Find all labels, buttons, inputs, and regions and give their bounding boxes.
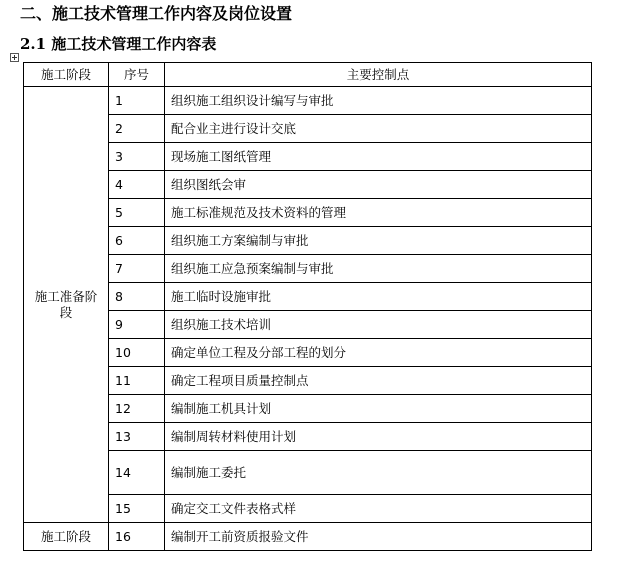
table-row: [24, 451, 592, 495]
row-number: 16: [109, 523, 165, 551]
row-control-point: 编制施工机具计划: [165, 395, 592, 423]
table-row: [24, 339, 592, 367]
row-control-point: 组织施工方案编制与审批: [165, 227, 592, 255]
row-number: 4: [109, 171, 165, 199]
row-number: 1: [109, 87, 165, 115]
table-row: [24, 171, 592, 199]
table-row: [24, 115, 592, 143]
row-control-point: 施工临时设施审批: [165, 283, 592, 311]
work-content-table: [23, 62, 592, 551]
row-control-point: 确定交工文件表格式样: [165, 495, 592, 523]
row-number: 5: [109, 199, 165, 227]
row-control-point: 施工标准规范及技术资料的管理: [165, 199, 592, 227]
row-control-point: 现场施工图纸管理: [165, 143, 592, 171]
row-control-point: 配合业主进行设计交底: [165, 115, 592, 143]
table-row: [24, 367, 592, 395]
row-control-point: 编制施工委托: [165, 451, 592, 495]
row-number: 7: [109, 255, 165, 283]
table-row: [24, 423, 592, 451]
table-row: [24, 227, 592, 255]
row-number: 13: [109, 423, 165, 451]
header-stage: 施工阶段: [24, 63, 109, 87]
row-control-point: 组织施工应急预案编制与审批: [165, 255, 592, 283]
table-row: [24, 143, 592, 171]
row-number: 2: [109, 115, 165, 143]
stage-cell-construction: 施工阶段: [24, 523, 109, 551]
row-number: 12: [109, 395, 165, 423]
header-control-point: 主要控制点: [165, 63, 592, 87]
row-control-point: 组织施工组织设计编写与审批: [165, 87, 592, 115]
row-control-point: 组织图纸会审: [165, 171, 592, 199]
row-number: 11: [109, 367, 165, 395]
header-number: 序号: [109, 63, 165, 87]
table-row: [24, 311, 592, 339]
row-number: 14: [109, 451, 165, 495]
section-title: 二、施工技术管理工作内容及岗位设置: [20, 4, 293, 23]
row-control-point: 编制周转材料使用计划: [165, 423, 592, 451]
row-control-point: 确定单位工程及分部工程的划分: [165, 339, 592, 367]
row-number: 9: [109, 311, 165, 339]
table-row: [24, 523, 592, 551]
table-row: [24, 87, 592, 115]
stage-cell-preparation: 施工准备阶段: [24, 87, 109, 523]
table-row: [24, 395, 592, 423]
table-row: [24, 283, 592, 311]
row-control-point: 编制开工前资质报验文件: [165, 523, 592, 551]
row-control-point: 组织施工技术培训: [165, 311, 592, 339]
table-row: [24, 495, 592, 523]
table-header-row: [24, 63, 592, 87]
table-row: [24, 199, 592, 227]
table-row: [24, 255, 592, 283]
row-number: 8: [109, 283, 165, 311]
row-control-point: 确定工程项目质量控制点: [165, 367, 592, 395]
table-title: 2.1 施工技术管理工作内容表: [20, 35, 217, 53]
row-number: 15: [109, 495, 165, 523]
table-move-handle-icon[interactable]: [10, 53, 19, 62]
row-number: 6: [109, 227, 165, 255]
row-number: 10: [109, 339, 165, 367]
row-number: 3: [109, 143, 165, 171]
